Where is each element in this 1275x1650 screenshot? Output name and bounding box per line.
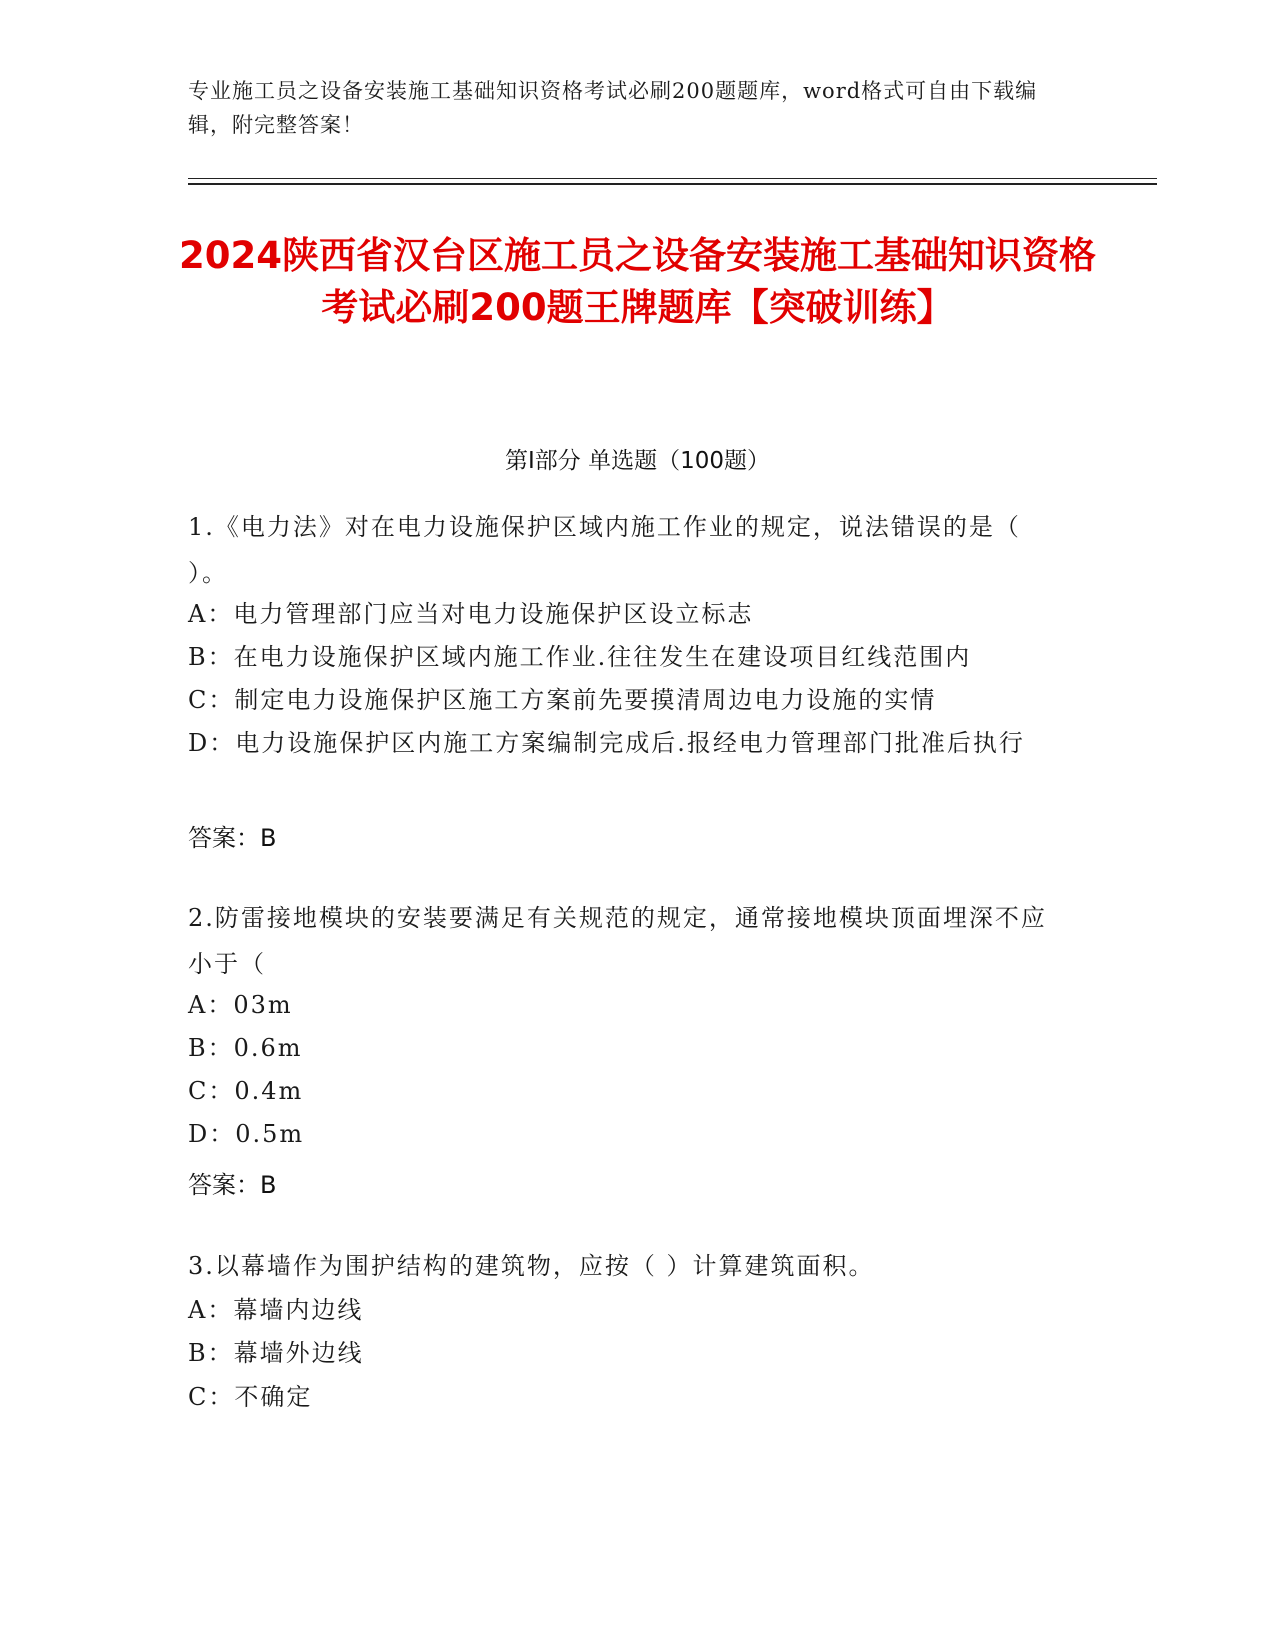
question-2-option-a: A：03m xyxy=(188,991,293,1019)
question-1-option-d: D：电力设施保护区内施工方案编制完成后.报经电力管理部门批准后执行 xyxy=(188,729,1025,757)
question-2-option-c: C：0.4m xyxy=(188,1077,304,1105)
question-3-option-b: B：幕墙外边线 xyxy=(188,1339,364,1367)
question-1-option-b: B：在电力设施保护区域内施工作业.往往发生在建设项目红线范围内 xyxy=(188,643,972,671)
question-2-option-b: B：0.6m xyxy=(188,1034,303,1062)
header-rule-thin xyxy=(188,178,1157,179)
section-heading: 第I部分 单选题（100题） xyxy=(505,448,770,474)
question-2-text: 2.防雷接地模块的安装要满足有关规范的规定，通常接地模块顶面埋深不应小于（ xyxy=(188,904,1047,978)
header-note: 专业施工员之设备安装施工基础知识资格考试必刷200题题库，word格式可自由下载编辑，附完整答案！ xyxy=(188,79,1038,137)
question-3-text: 3.以幕墙作为围护结构的建筑物，应按（ ）计算建筑面积。 xyxy=(188,1252,875,1280)
question-1-text: 1.《电力法》对在电力设施保护区域内施工作业的规定，说法错误的是（ ）。 xyxy=(188,513,1021,587)
question-1-option-c: C：制定电力设施保护区施工方案前先要摸清周边电力设施的实情 xyxy=(188,686,937,714)
question-1-option-a: A：电力管理部门应当对电力设施保护区设立标志 xyxy=(188,600,754,628)
question-3-option-a: A：幕墙内边线 xyxy=(188,1296,364,1324)
question-2-option-d: D：0.5m xyxy=(188,1120,305,1148)
question-2-answer: 答案：B xyxy=(188,1171,277,1199)
header-rule-thick xyxy=(188,183,1157,185)
document-title: 2024陕西省汉台区施工员之设备安装施工基础知识资格考试必刷200题王牌题库【突破训练】 xyxy=(179,234,1096,329)
question-1-answer: 答案：B xyxy=(188,824,277,852)
question-3-option-c: C：不确定 xyxy=(188,1383,313,1411)
